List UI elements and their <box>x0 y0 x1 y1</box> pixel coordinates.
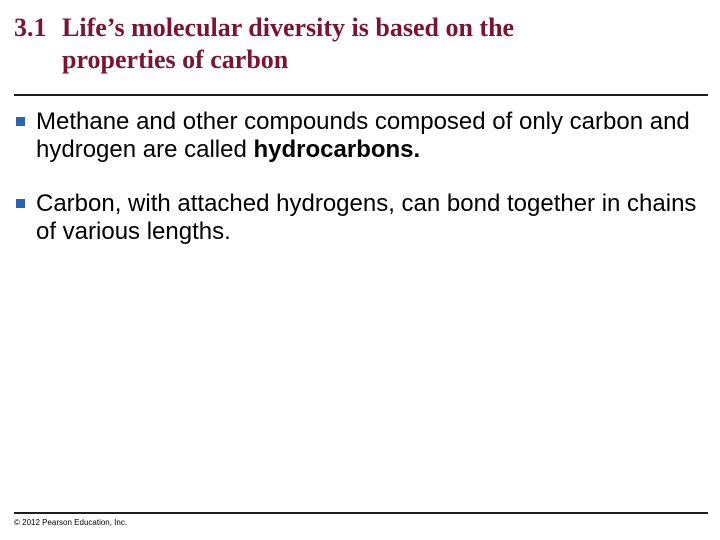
slide-title <box>14 12 704 76</box>
bullet-marker-icon <box>14 108 36 164</box>
title-divider <box>14 94 708 96</box>
bullet-text-bold: hydrocarbons. <box>253 136 421 163</box>
title-number: 3.1 <box>14 13 47 42</box>
bullet-text-plain: Methane and other compounds composed of only carbon and hydrogen are called <box>36 108 690 163</box>
bullet-item <box>14 190 704 246</box>
title-line-2: properties of carbon <box>62 45 289 74</box>
footer-copyright: © 2012 Pearson Education, Inc. <box>14 518 128 527</box>
bullet-item <box>14 108 704 164</box>
footer-divider <box>14 512 708 514</box>
bullet-text <box>36 108 704 164</box>
title-line-1: Life’s molecular diversity is based on the <box>62 13 515 42</box>
bullet-text: Carbon, with attached hydrogens, can bond together in chains of various lengths. <box>36 190 697 245</box>
bullet-marker-icon <box>14 190 36 246</box>
bullet-list <box>14 108 704 272</box>
